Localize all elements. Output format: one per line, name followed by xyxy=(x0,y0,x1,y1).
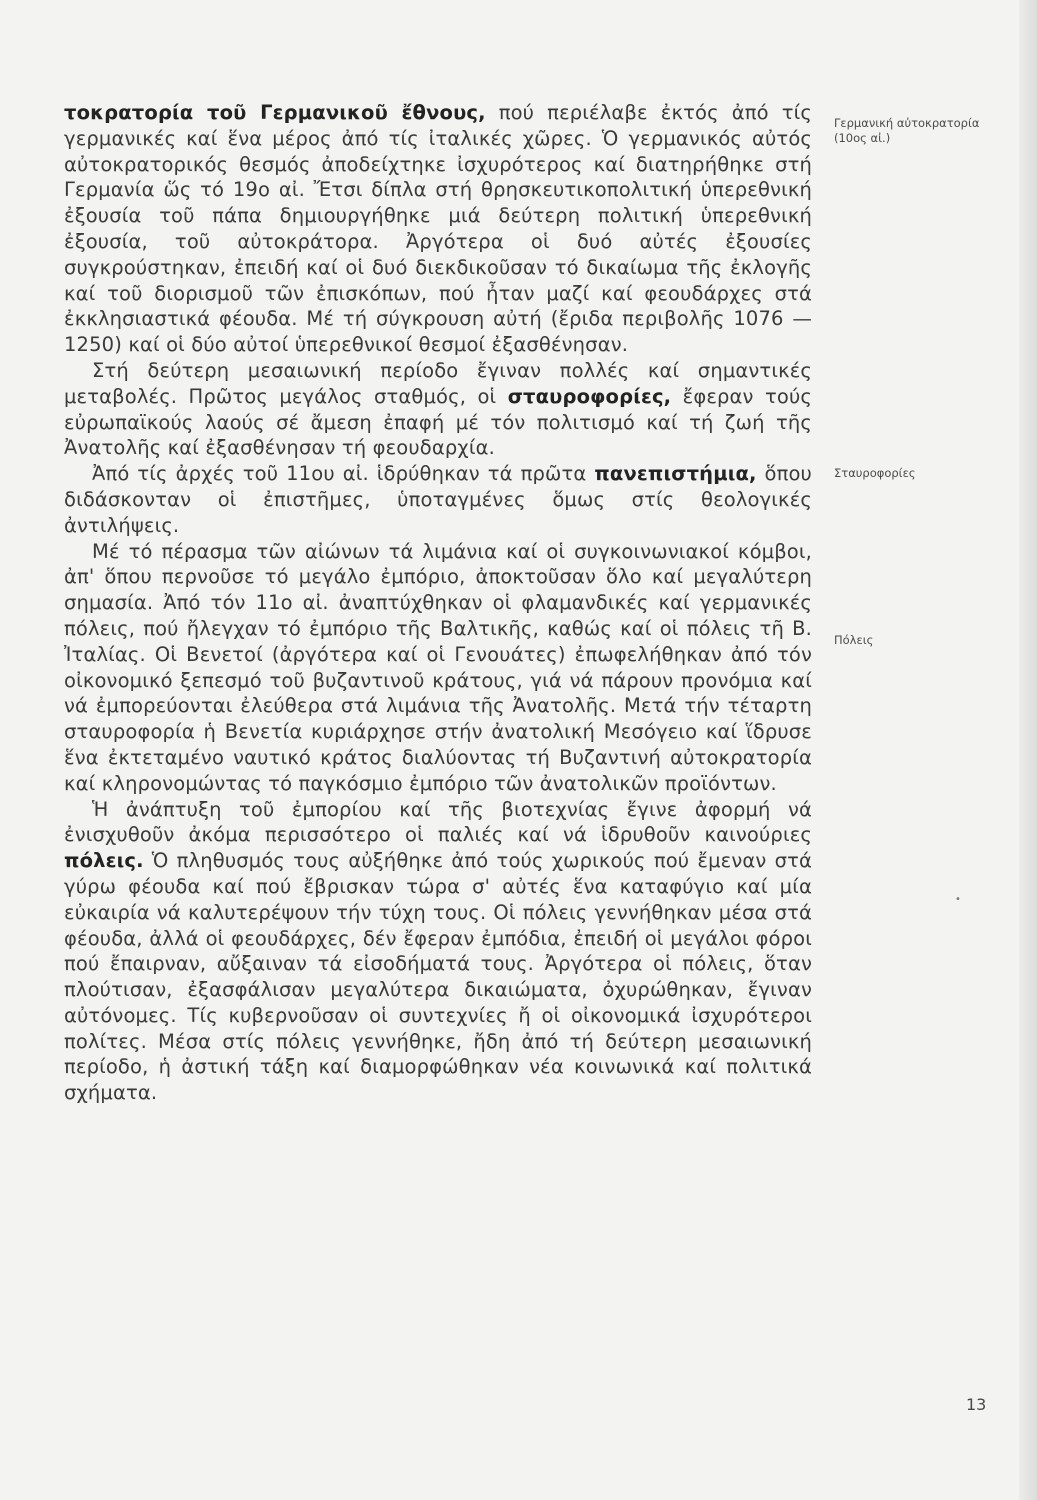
main-text-column xyxy=(64,100,812,1106)
paragraph-3-text-b: ὅπου διδάσκονταν οἱ ἐπιστῆμες, ὑποταγμένες ὅμως στίς θεολογικές ἀντιλήψεις. xyxy=(64,462,812,537)
paragraph-4 xyxy=(64,539,812,797)
paragraph-5-text-a: Ἡ ἀνάπτυξη τοῦ ἐμπορίου καί τῆς βιοτεχνίας ἔγινε ἀφορμή νά ἐνισχυθοῦν ἀκόμα περισσότερο οἱ παλιές καί νά ἱδρυθοῦν καινούριες xyxy=(64,797,812,847)
paragraph-2-text-a: Στή δεύτερη μεσαιωνική περίοδο ἔγιναν πολλές καί σημαντικές μεταβολές. Πρῶτος μεγάλος σταθμός, οἱ xyxy=(64,358,812,408)
paragraph-1 xyxy=(64,100,812,358)
paragraph-2-text-b: ἔφεραν τούς εὐρωπαϊκούς λαούς σέ ἄμεση ἐπαφή μέ τόν πολιτισμό καί τή ζωή τῆς Ἀνατολῆς καί ἐξασθένησαν τή φεουδαρχία. xyxy=(64,384,812,460)
bold-term-empire: τοκρατορία τοῦ Γερμανικοῦ ἔθνους, xyxy=(64,101,486,124)
paragraph-3-text-a: Ἀπό τίς ἀρχές τοῦ 11ου αἰ. ἱδρύθηκαν τά πρῶτα xyxy=(92,462,595,486)
bold-term-universities: πανεπιστήμια, xyxy=(594,462,757,486)
bold-term-crusades: σταυροφορίες, xyxy=(507,384,672,408)
paragraph-2 xyxy=(64,358,812,461)
ink-smudge: • xyxy=(955,894,961,905)
page-edge-shadow xyxy=(1019,0,1037,1500)
paragraph-3 xyxy=(64,461,812,538)
paragraph-5 xyxy=(64,797,812,1107)
page-number: 13 xyxy=(966,1395,987,1414)
paragraph-5-text-b: Ὁ πληθυσμός τους αὐξήθηκε ἀπό τούς χωρικούς πού ἔμεναν στά γύρω φέουδα καί πού ἔβρισκαν τώρα σ' αὐτές ἕνα καταφύγιο καί μία εὐκαιρία νά καλυτερέψουν τήν τύχη τους. Οἱ πόλεις γεννήθηκαν μέσα στά φέουδα, ἀλλά οἱ φεουδάρχες, δέν ἔφεραν ἐμπόδια, ἐπειδή οἱ μεγάλοι φόροι πού ἔπαιρναν, αὔξαιναν τά εἰσοδήματά τους. Ἀργότερα οἱ πόλεις, ὅταν πλούτισαν, ἐξασφάλισαν μεγαλύτερα δικαιώματα, ὀχυρώθηκαν, ἔγιναν αὐτόνομες. Τίς κυβερνοῦσαν οἱ συντεχνίες ἤ οἱ οἰκονομικά ἰσχυρότεροι πολίτες. Μέσα στίς πόλεις γεννήθηκε, ἤδη ἀπό τή δεύτερη μεσαιωνική περίοδο, ἡ ἀστική τάξη καί διαμορφώθηκαν νέα κοινωνικά καί πολιτικά σχήματα. xyxy=(64,849,812,1105)
margin-note-cities: Πόλεις xyxy=(834,633,874,647)
margin-note-crusades: Σταυροφορίες xyxy=(834,466,916,480)
margin-note-german-empire: Γερμανική αὐτοκρατορία (10ος αἰ.) xyxy=(834,116,980,145)
bold-term-cities: πόλεις. xyxy=(64,849,144,873)
paragraph-1-text: πού περιέλαβε ἐκτός ἀπό τίς γερμανικές καί ἕνα μέρος ἀπό τίς ἰταλικές χῶρες. Ὁ γερμανικός αὐτός αὐτοκρατορικός θεσμός ἀποδείχτηκε ἰσχυρότερος καί διατηρήθηκε στή Γερμανία ὥς τό 19ο αἰ. Ἔτσι δίπλα στή θρησκευτικοπολιτική ὑπερεθνική ἐξουσία τοῦ πάπα δημιουργήθηκε μιά δεύτερη πολιτική ὑπερεθνική ἐξουσία, τοῦ αὐτοκράτορα. Ἀργότερα οἱ δυό αὐτές ἐξουσίες συγκρούστηκαν, ἐπειδή καί οἱ δυό διεκδικοῦσαν τό δικαίωμα τῆς ἐκλογῆς καί τοῦ διορισμοῦ τῶν ἐπισκόπων, πού ἦταν μαζί καί φεουδάρχες στά ἐκκλησιαστικά φέουδα. Μέ τή σύγκρουση αὐτή (ἔριδα περιβολῆς 1076 — 1250) καί οἱ δύο αὐτοί ὑπερεθνικοί θεσμοί ἐξασθένησαν. xyxy=(64,101,812,357)
paragraph-4-text: Μέ τό πέρασμα τῶν αἰώνων τά λιμάνια καί οἱ συγκοινωνιακοί κόμβοι, ἀπ' ὅπου περνοῦσε τό μεγάλο ἐμπόριο, ἀποκτοῦσαν ὅλο καί μεγαλύτερη σημασία. Ἀπό τόν 11ο αἰ. ἀναπτύχθηκαν οἱ φλαμανδικές καί γερμανικές πόλεις, πού ἤλεγχαν τό ἐμπόριο τῆς Βαλτικῆς, καθώς καί οἱ πόλεις τῆ Β. Ἰταλίας. Οἱ Βενετοί (ἀργότερα καί οἱ Γενουάτες) ἐπωφελήθηκαν ἀπό τόν οἰκονομικό ξεπεσμό τοῦ βυζαντινοῦ κράτους, γιά νά πάρουν προνόμια καί νά ἐμπορεύονται ἐλεύθερα στά λιμάνια τῆς Ἀνατολῆς. Μετά τήν τέταρτη σταυροφορία ἡ Βενετία κυριάρχησε στήν ἀνατολική Μεσόγειο καί ἵδρυσε ἕνα ἐκτεταμένο ναυτικό κράτος διαλύοντας τή Βυζαντινή αὐτοκρατορία καί κληρονομώντας τό παγκόσμιο ἐμπόριο τῶν ἀνατολικῶν προϊόντων. xyxy=(64,539,812,795)
